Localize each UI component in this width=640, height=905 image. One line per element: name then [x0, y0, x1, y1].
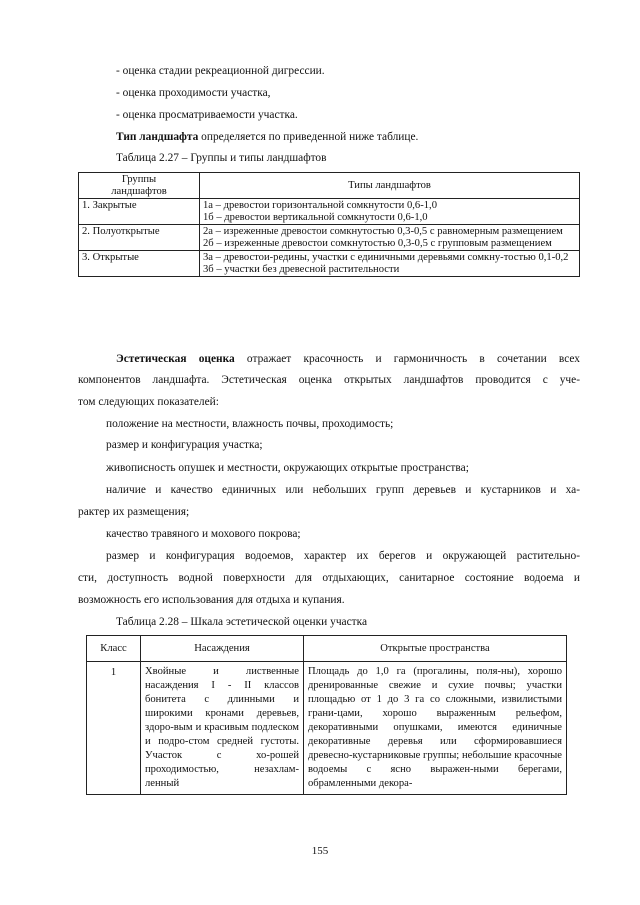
- aesthetic-scale-table: [86, 635, 567, 795]
- table2-caption: Таблица 2.28 – Шкала эстетической оценки участка: [116, 616, 368, 628]
- table2-plantings-1: Хвойные и лиственные насаждения I - II классов бонитета с длинными и широкими кронами деревьев, здоро-вым и красивым подлеском и подро-стом средней густоты. Участок с хо-рошей проходимостью, незахлам-ленный: [141, 662, 304, 795]
- indicator-water-line3: возможность его использования для отдыха и купания.: [78, 594, 345, 606]
- table1-group-closed: 1. Закрытые: [79, 199, 200, 225]
- table1-header-types: Типы ландшафтов: [200, 173, 580, 199]
- table2-open-1: Площадь до 1,0 га (прогалины, поля-ны), хорошо дренированные свежие и сухие почвы; участки площадью от 1 до 3 га со сложными, извилистыми грани-цами, хорошо выраженным рельефом, декоративными опушками, имеются единичные декоративные деревья или сформировавшиеся древесно-кустарниковые группы; небольшие красочные водоемы с ясно выражен-ными берегами, обрамленными декора-: [304, 662, 567, 795]
- page-number: 155: [311, 845, 329, 857]
- indicator-edges: живописность опушек и местности, окружающих открытые пространства;: [106, 462, 469, 474]
- table-row: [79, 225, 580, 251]
- indicator-water-line1: размер и конфигурация водоемов, характер их берегов и окружающей растительно-: [106, 550, 580, 562]
- list-item-recreation: - оценка стадии рекреационной дигрессии.: [116, 65, 325, 77]
- table-row: [79, 251, 580, 277]
- aesthetic-paragraph-line3: том следующих показателей:: [78, 396, 219, 408]
- list-item-visibility: - оценка просматриваемости участка.: [116, 109, 298, 121]
- indicator-size: размер и конфигурация участка;: [106, 439, 263, 451]
- indicator-water-line2: сти, доступность водной поверхности для отдыхающих, санитарное состояние водоема и: [78, 572, 580, 584]
- list-item-passability: - оценка проходимости участка,: [116, 87, 271, 99]
- table2-header-row: [87, 636, 567, 662]
- table2-header-plantings: Насаждения: [141, 636, 304, 662]
- landscape-type-term: Тип ландшафта: [116, 131, 199, 143]
- table2-class-1: 1: [87, 662, 141, 795]
- table-row: [79, 199, 580, 225]
- table1-group-semiopen: 2. Полуоткрытые: [79, 225, 200, 251]
- indicator-grass: качество травяного и мохового покрова;: [106, 528, 301, 540]
- landscape-type-text: определяется по приведенной ниже таблице.: [198, 131, 419, 143]
- table1-caption: Таблица 2.27 – Группы и типы ландшафтов: [116, 152, 327, 164]
- landscape-types-table: [78, 172, 580, 277]
- indicator-trees-line1: наличие и качество единичных или небольших групп деревьев и кустарников и ха-: [106, 484, 580, 496]
- table2-header-open: Открытые пространства: [304, 636, 567, 662]
- aesthetic-paragraph-line2: компонентов ландшафта. Эстетическая оценка открытых ландшафтов проводится с уче-: [78, 374, 580, 386]
- aesthetic-term: Эстетическая оценка: [116, 353, 235, 365]
- aesthetic-paragraph-line1: Эстетическая оценка отражает красочность и гармоничность в сочетании всех: [116, 353, 580, 365]
- table1-group-open: 3. Открытые: [79, 251, 200, 277]
- table1-types-open: 3а – древостои-редины, участки с единичными деревьями сомкну-тостью 0,1-0,2 3б – участки без древесной растительности: [200, 251, 580, 277]
- table1-header-group: Группы ландшафтов: [79, 173, 200, 199]
- table1-types-semiopen: 2а – изреженные древостои сомкнутостью 0,3-0,5 с равномерным размещением 2б – изреженные древостои сомкнутостью 0,3-0,5 с групповым размещением: [200, 225, 580, 251]
- table1-types-closed: 1а – древостои горизонтальной сомкнутости 0,6-1,0 1б – древостои вертикальной сомкнутости 0,6-1,0: [200, 199, 580, 225]
- table-row: [87, 662, 567, 795]
- indicator-position: положение на местности, влажность почвы, проходимость;: [106, 418, 394, 430]
- indicator-trees-line2: рактер их размещения;: [78, 506, 190, 518]
- table2-header-class: Класс: [87, 636, 141, 662]
- table1-header-row: [79, 173, 580, 199]
- landscape-type-paragraph: [116, 130, 418, 144]
